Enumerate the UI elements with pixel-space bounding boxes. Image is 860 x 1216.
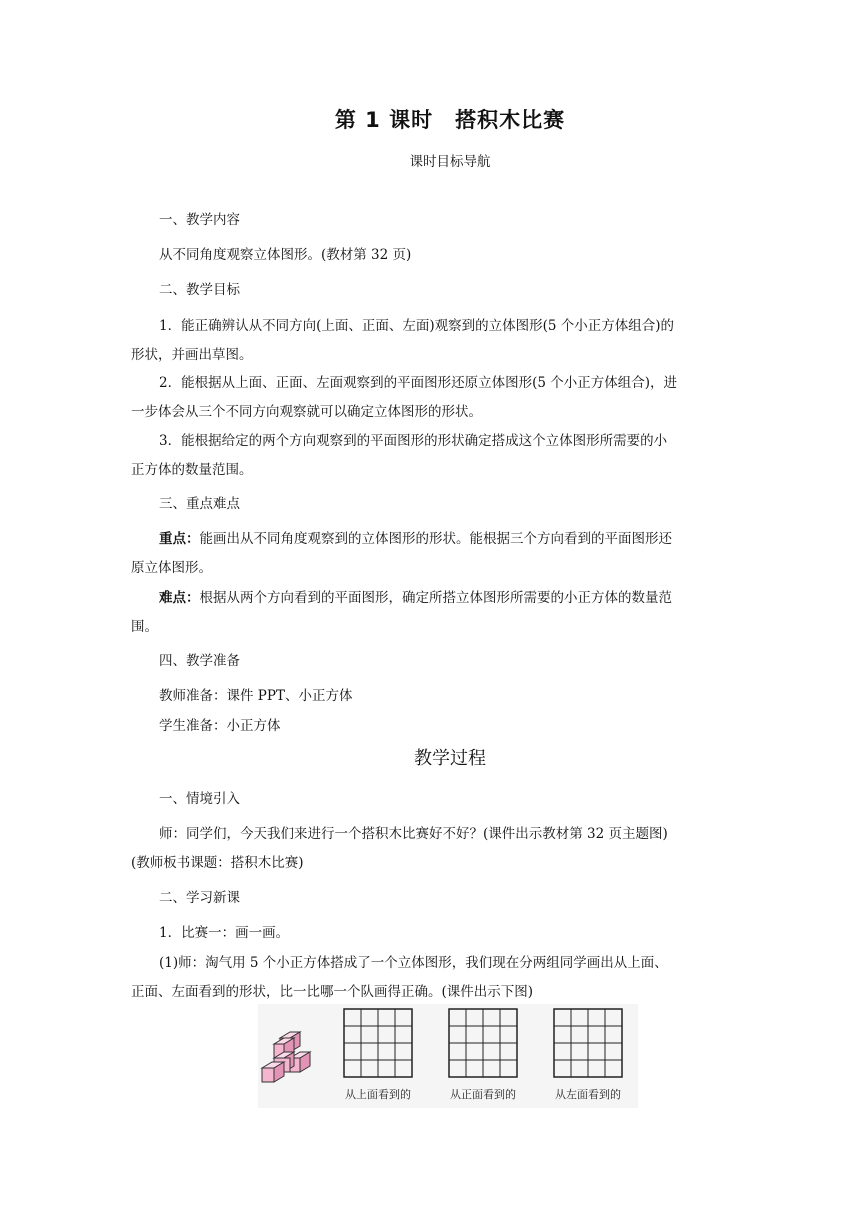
paragraph — [159, 588, 672, 608]
process-title: 教学过程 — [414, 748, 486, 769]
cube-figure — [258, 1004, 638, 1108]
student-text: 小正方体 — [226, 718, 281, 734]
key-text: 能画出从不同角度观察到的立体图形的形状。能根据三个方向看到的平面图形还 — [199, 531, 672, 547]
paragraph: 正方体的数量范围。 — [131, 462, 253, 478]
paragraph: 从不同角度观察立体图形。(教材第 32 页) — [159, 247, 412, 263]
teacher-label: 教师准备： — [159, 688, 227, 704]
paragraph: (1)师：淘气用 5 个小正方体搭成了一个立体图形，我们现在分两组同学画出从上面、 — [159, 955, 668, 971]
paragraph — [159, 529, 672, 549]
section-heading: 一、情境引入 — [159, 791, 240, 807]
lesson-title: 第 1 课时 搭积木比赛 — [334, 108, 566, 132]
section-heading: 二、教学目标 — [159, 282, 240, 298]
key-label: 重点： — [159, 531, 200, 547]
section-heading: 四、教学准备 — [159, 653, 240, 669]
paragraph: 1．能正确辨认从不同方向(上面、正面、左面)观察到的立体图形(5 个小正方体组合)的 — [159, 318, 675, 334]
difficulty-text: 根据从两个方向看到的平面图形，确定所搭立体图形所需要的小正方体的数量范 — [199, 590, 672, 606]
paragraph: 2．能根据从上面、正面、左面观察到的平面图形还原立体图形(5 个小正方体组合)，进 — [159, 375, 678, 391]
paragraph: 形状，并画出草图。 — [131, 347, 253, 363]
label-left-view: 从左面看到的 — [555, 1088, 621, 1101]
paragraph: 师：同学们，今天我们来进行一个搭积木比赛好不好？(课件出示教材第 32 页主题图) — [159, 826, 668, 842]
lesson-subtitle: 课时目标导航 — [409, 154, 491, 170]
paragraph: 围。 — [131, 619, 158, 635]
label-front-view: 从正面看到的 — [450, 1088, 516, 1101]
paragraph: 3．能根据给定的两个方向观察到的平面图形的形状确定搭成这个立体图形所需要的小 — [159, 433, 668, 449]
label-top-view: 从上面看到的 — [345, 1088, 411, 1101]
paragraph: (教师板书课题：搭积木比赛) — [131, 855, 304, 871]
student-label: 学生准备： — [159, 718, 227, 734]
difficulty-label: 难点： — [159, 590, 200, 606]
teacher-text: 课件 PPT、小正方体 — [226, 688, 353, 704]
section-heading: 三、重点难点 — [159, 496, 240, 512]
section-heading: 二、学习新课 — [159, 890, 240, 906]
paragraph — [159, 686, 352, 706]
paragraph: 1．比赛一：画一画。 — [159, 925, 290, 941]
paragraph — [159, 716, 281, 736]
paragraph: 一步体会从三个不同方向观察就可以确定立体图形的形状。 — [131, 404, 482, 420]
paragraph: 原立体图形。 — [131, 560, 212, 576]
paragraph: 正面、左面看到的形状，比一比哪一个队画得正确。(课件出示下图) — [131, 984, 534, 1000]
section-heading: 一、教学内容 — [159, 212, 240, 228]
